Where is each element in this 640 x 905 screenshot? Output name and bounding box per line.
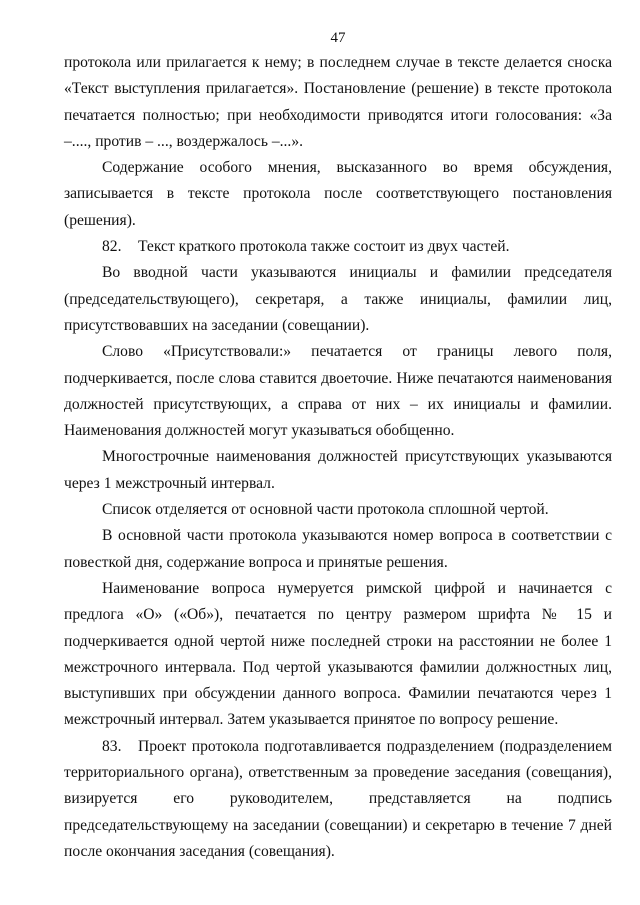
paragraph-4: Во вводной части указываются инициалы и фамилии председателя (председательствующего), секретаря, а также инициалы, фамилии лиц, присутствовавших на заседании (совещании).: [64, 264, 612, 334]
paragraph-5: Слово «Присутствовали:» печатается от границы левого поля, подчеркивается, после слова ставится двоеточие. Ниже печатаются наименования должностей присутствующих, а справа от них – их инициалы и фамилии. Наименования должностей могут указываться обобщенно.: [64, 343, 612, 440]
paragraph-2: Содержание особого мнения, высказанного во время обсуждения, записывается в тексте протокола после соответствующего постановления (решения).: [64, 159, 612, 229]
paragraph-7: Список отделяется от основной части протокола сплошной чертой.: [102, 501, 549, 519]
paragraph-1: протокола или прилагается к нему; в последнем случае в тексте делается сноска «Текст выступления прилагается». Постановление (решение) в тексте протокола печатается полностью; при необходимости приводятся итоги голосования: «За –...., против – ..., воздержалось –...».: [64, 54, 612, 150]
paragraph-6: Многострочные наименования должностей присутствующих указываются через 1 межстрочный интервал.: [64, 448, 612, 492]
clause-number-82: 82.: [102, 238, 122, 256]
paragraph-83: 83. Проект протокола подготавливается подразделением (подразделением территориального органа), ответственным за проведение заседания (совещания), визируется его руководителем, представляется на подпись председательствующему на заседании (совещании) и секретарю в течение 7 дней после окончания заседания (совещания).: [64, 734, 612, 865]
paragraph-8: В основной части протокола указываются номер вопроса в соответствии с повесткой дня, содержание вопроса и принятые решения.: [64, 527, 612, 571]
page-number: 47: [330, 30, 346, 46]
clause-number-83: 83.: [102, 737, 122, 755]
paragraph-9: Наименование вопроса нумеруется римской цифрой и начинается с предлога «О» («Об»), печатается по центру размером шрифта № 15 и подчеркивается одной чертой ниже последней строки на расстоянии не более 1 межстрочного интервала. Под чертой указываются фамилии должностных лиц, выступивших при обсуждении данного вопроса. Фамилии печатаются через 1 межстрочный интервал. Затем указывается принятое по вопросу решение.: [64, 579, 612, 729]
document-body: [64, 50, 612, 865]
paragraph-82: 82. Текст краткого протокола также состоит из двух частей.: [64, 234, 612, 260]
